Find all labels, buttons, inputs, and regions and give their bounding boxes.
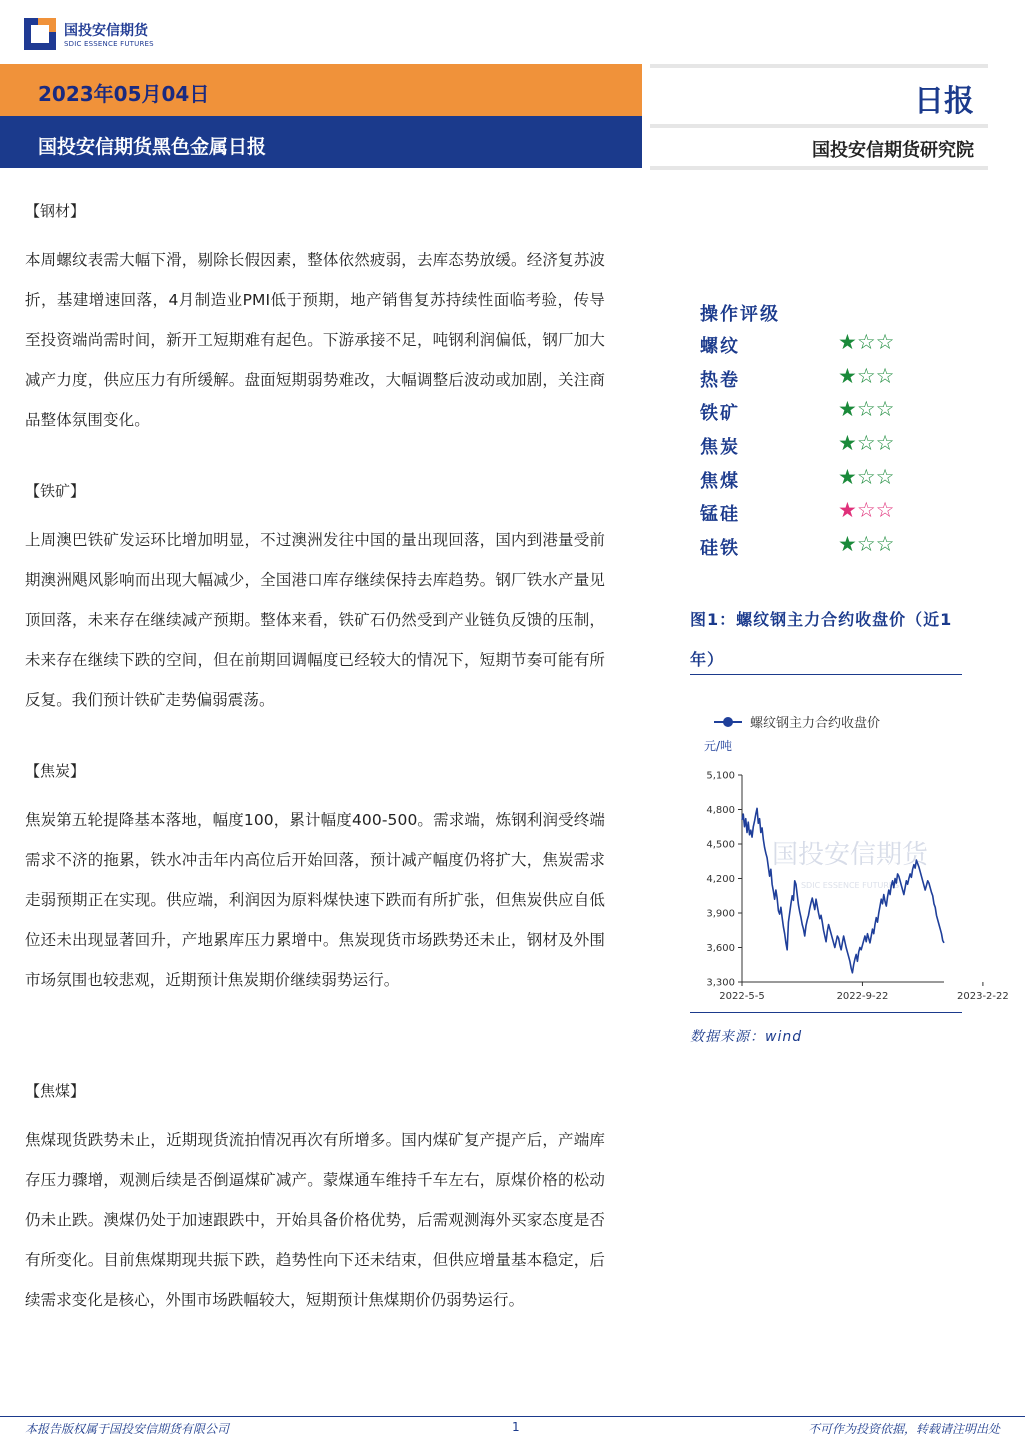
rating-stars bbox=[838, 532, 894, 556]
page-number: 1 bbox=[512, 1420, 520, 1434]
section-coking-coal bbox=[25, 1080, 605, 1320]
rating-name: 焦煤 bbox=[700, 470, 740, 492]
header-divider-top bbox=[650, 64, 988, 68]
rating-row bbox=[700, 397, 940, 431]
rating-row bbox=[700, 532, 940, 566]
rebar-price-chart bbox=[690, 700, 1009, 1010]
footer-copyright: 本报告版权属于国投安信期货有限公司 bbox=[25, 1422, 230, 1436]
header-divider-middle bbox=[650, 124, 988, 128]
y-tick-label: 4,800 bbox=[706, 805, 735, 816]
rating-stars bbox=[838, 498, 894, 522]
y-tick-label: 4,200 bbox=[706, 874, 735, 885]
rating-row bbox=[700, 330, 940, 364]
watermark-text: 国投安信期货 bbox=[771, 840, 929, 870]
star-empty-icon: ☆ bbox=[856, 431, 876, 456]
legend-marker bbox=[723, 717, 733, 727]
star-empty-icon: ☆ bbox=[856, 330, 876, 354]
logo-text-cn: 国投安信期货 bbox=[64, 23, 148, 39]
company-logo-icon bbox=[24, 18, 56, 50]
section-title: 【铁矿】 bbox=[25, 482, 86, 500]
rating-title: 操作评级 bbox=[700, 304, 780, 325]
star-filled-icon: ★ bbox=[838, 431, 857, 456]
x-tick-label: 2022-9-22 bbox=[836, 991, 889, 1002]
rating-row bbox=[700, 364, 940, 398]
y-axis-label: 元/吨 bbox=[703, 739, 733, 753]
header-divider-bottom bbox=[650, 166, 988, 170]
footer-disclaimer: 不可作为投资依据，转载请注明出处 bbox=[807, 1422, 1000, 1436]
x-tick-label: 2022-5-5 bbox=[719, 991, 765, 1002]
section-title: 【焦炭】 bbox=[25, 762, 86, 780]
rating-name: 焦炭 bbox=[700, 437, 740, 459]
rating-row bbox=[700, 465, 940, 499]
section-title: 【焦煤】 bbox=[25, 1082, 86, 1100]
star-filled-icon: ★ bbox=[838, 532, 857, 557]
rating-stars bbox=[838, 431, 894, 455]
star-filled-icon: ★ bbox=[838, 464, 857, 489]
section-body: 上周澳巴铁矿发运环比增加明显，不过澳洲发往中国的量出现回落，国内到港量受前期澳洲飓风影响而出现大幅减少，全国港口库存继续保持去库趋势。钢厂铁水产量见顶回落，未来存在继续减产预期。整体来看，铁矿石仍然受到产业链负反馈的压制，未来存在继续下跌的空间，但在前期回调幅度已经较大的情况下，短期节奏可能有所反复。我们预计铁矿走势偏弱震荡。 bbox=[25, 531, 605, 709]
rating-stars bbox=[838, 397, 894, 421]
footer-divider bbox=[0, 1416, 1025, 1417]
report-date: 2023年05月04日 bbox=[38, 82, 210, 106]
company-logo bbox=[24, 14, 184, 54]
figure-source: 数据来源：wind bbox=[690, 1029, 803, 1045]
date-banner bbox=[0, 64, 642, 116]
star-filled-icon: ★ bbox=[838, 397, 857, 422]
star-empty-icon: ☆ bbox=[875, 431, 895, 456]
report-type-label: 日报 bbox=[914, 84, 974, 119]
rating-stars bbox=[838, 465, 894, 489]
star-empty-icon: ☆ bbox=[875, 498, 895, 523]
star-empty-icon: ☆ bbox=[856, 397, 876, 422]
y-tick-label: 4,500 bbox=[706, 839, 735, 851]
legend-label: 螺纹钢主力合约收盘价 bbox=[750, 716, 881, 731]
star-empty-icon: ☆ bbox=[875, 330, 895, 354]
rating-list bbox=[700, 330, 940, 566]
section-body: 本周螺纹表需大幅下滑，剔除长假因素，整体依然疲弱，去库态势放缓。经济复苏波折，基建增速回落，4月制造业PMI低于预期，地产销售复苏持续性面临考验，传导至投资端尚需时间，新开工短期难有起色。下游承接不足，吨钢利润偏低，钢厂加大减产力度，供应压力有所缓解。盘面短期弱势难改，大幅调整后波动或加剧，关注商品整体氛围变化。 bbox=[25, 251, 605, 429]
figure-divider-bottom bbox=[690, 1012, 962, 1013]
star-filled-icon: ★ bbox=[838, 330, 857, 354]
rating-row bbox=[700, 498, 940, 532]
figure-title: 图1：螺纹钢主力合约收盘价（近1年） bbox=[690, 610, 953, 669]
rating-name: 铁矿 bbox=[700, 403, 740, 425]
figure-divider-top bbox=[690, 674, 962, 675]
rating-name: 螺纹 bbox=[700, 336, 740, 357]
institute-name: 国投安信期货研究院 bbox=[812, 140, 974, 161]
y-tick-label: 5,100 bbox=[706, 770, 735, 782]
star-empty-icon: ☆ bbox=[875, 363, 895, 388]
star-empty-icon: ☆ bbox=[875, 464, 895, 489]
y-tick-label: 3,900 bbox=[706, 908, 735, 920]
title-banner bbox=[0, 116, 642, 168]
y-tick-label: 3,300 bbox=[706, 977, 735, 989]
y-tick-label: 3,600 bbox=[706, 943, 735, 954]
star-filled-icon: ★ bbox=[838, 498, 857, 523]
star-empty-icon: ☆ bbox=[875, 532, 895, 557]
star-empty-icon: ☆ bbox=[856, 363, 876, 388]
section-title: 【钢材】 bbox=[25, 202, 86, 220]
rating-name: 硅铁 bbox=[700, 538, 740, 560]
section-body: 焦煤现货跌势未止，近期现货流拍情况再次有所增多。国内煤矿复产提产后，产端库存压力骤增，观测后续是否倒逼煤矿减产。蒙煤通车维持千车左右，原煤价格的松动仍未止跌。澳煤仍处于加速跟跌中，开始具备价格优势，后需观测海外买家态度是否有所变化。目前焦煤期现共振下跌，趋势性向下还未结束，但供应增量基本稳定，后续需求变化是核心，外围市场跌幅较大，短期预计焦煤期价仍弱势运行。 bbox=[25, 1131, 605, 1309]
section-iron-ore bbox=[25, 480, 605, 720]
star-empty-icon: ☆ bbox=[856, 532, 876, 557]
rating-row bbox=[700, 431, 940, 465]
x-tick-label: 2023-2-22 bbox=[957, 991, 1009, 1002]
section-coke bbox=[25, 760, 605, 1000]
series-line bbox=[742, 808, 944, 972]
star-empty-icon: ☆ bbox=[875, 397, 895, 422]
star-empty-icon: ☆ bbox=[856, 464, 876, 489]
rating-stars bbox=[838, 330, 894, 354]
rating-name: 锰硅 bbox=[700, 504, 740, 526]
report-title: 国投安信期货黑色金属日报 bbox=[38, 136, 267, 158]
watermark-text-en: SDIC ESSENCE FUTURES bbox=[800, 881, 900, 890]
section-body: 焦炭第五轮提降基本落地，幅度100，累计幅度400-500。需求端，炼钢利润受终端需求不济的拖累，铁水冲击年内高位后开始回落，预计减产幅度仍将扩大，焦炭需求走弱预期正在实现。供应端，利润因为原料煤快速下跌而有所扩张，但焦炭供应自低位还未出现显著回升，产地累库压力累增中。焦炭现货市场跌势还未止，钢材及外围市场氛围也较悲观，近期预计焦炭期价继续弱势运行。 bbox=[25, 811, 605, 989]
star-filled-icon: ★ bbox=[838, 363, 857, 388]
rating-panel bbox=[700, 300, 940, 566]
star-empty-icon: ☆ bbox=[856, 498, 876, 523]
section-steel bbox=[25, 200, 605, 440]
rating-name: 热卷 bbox=[700, 369, 740, 391]
logo-text-en: SDIC ESSENCE FUTURES bbox=[64, 40, 154, 48]
rating-stars bbox=[838, 364, 894, 388]
